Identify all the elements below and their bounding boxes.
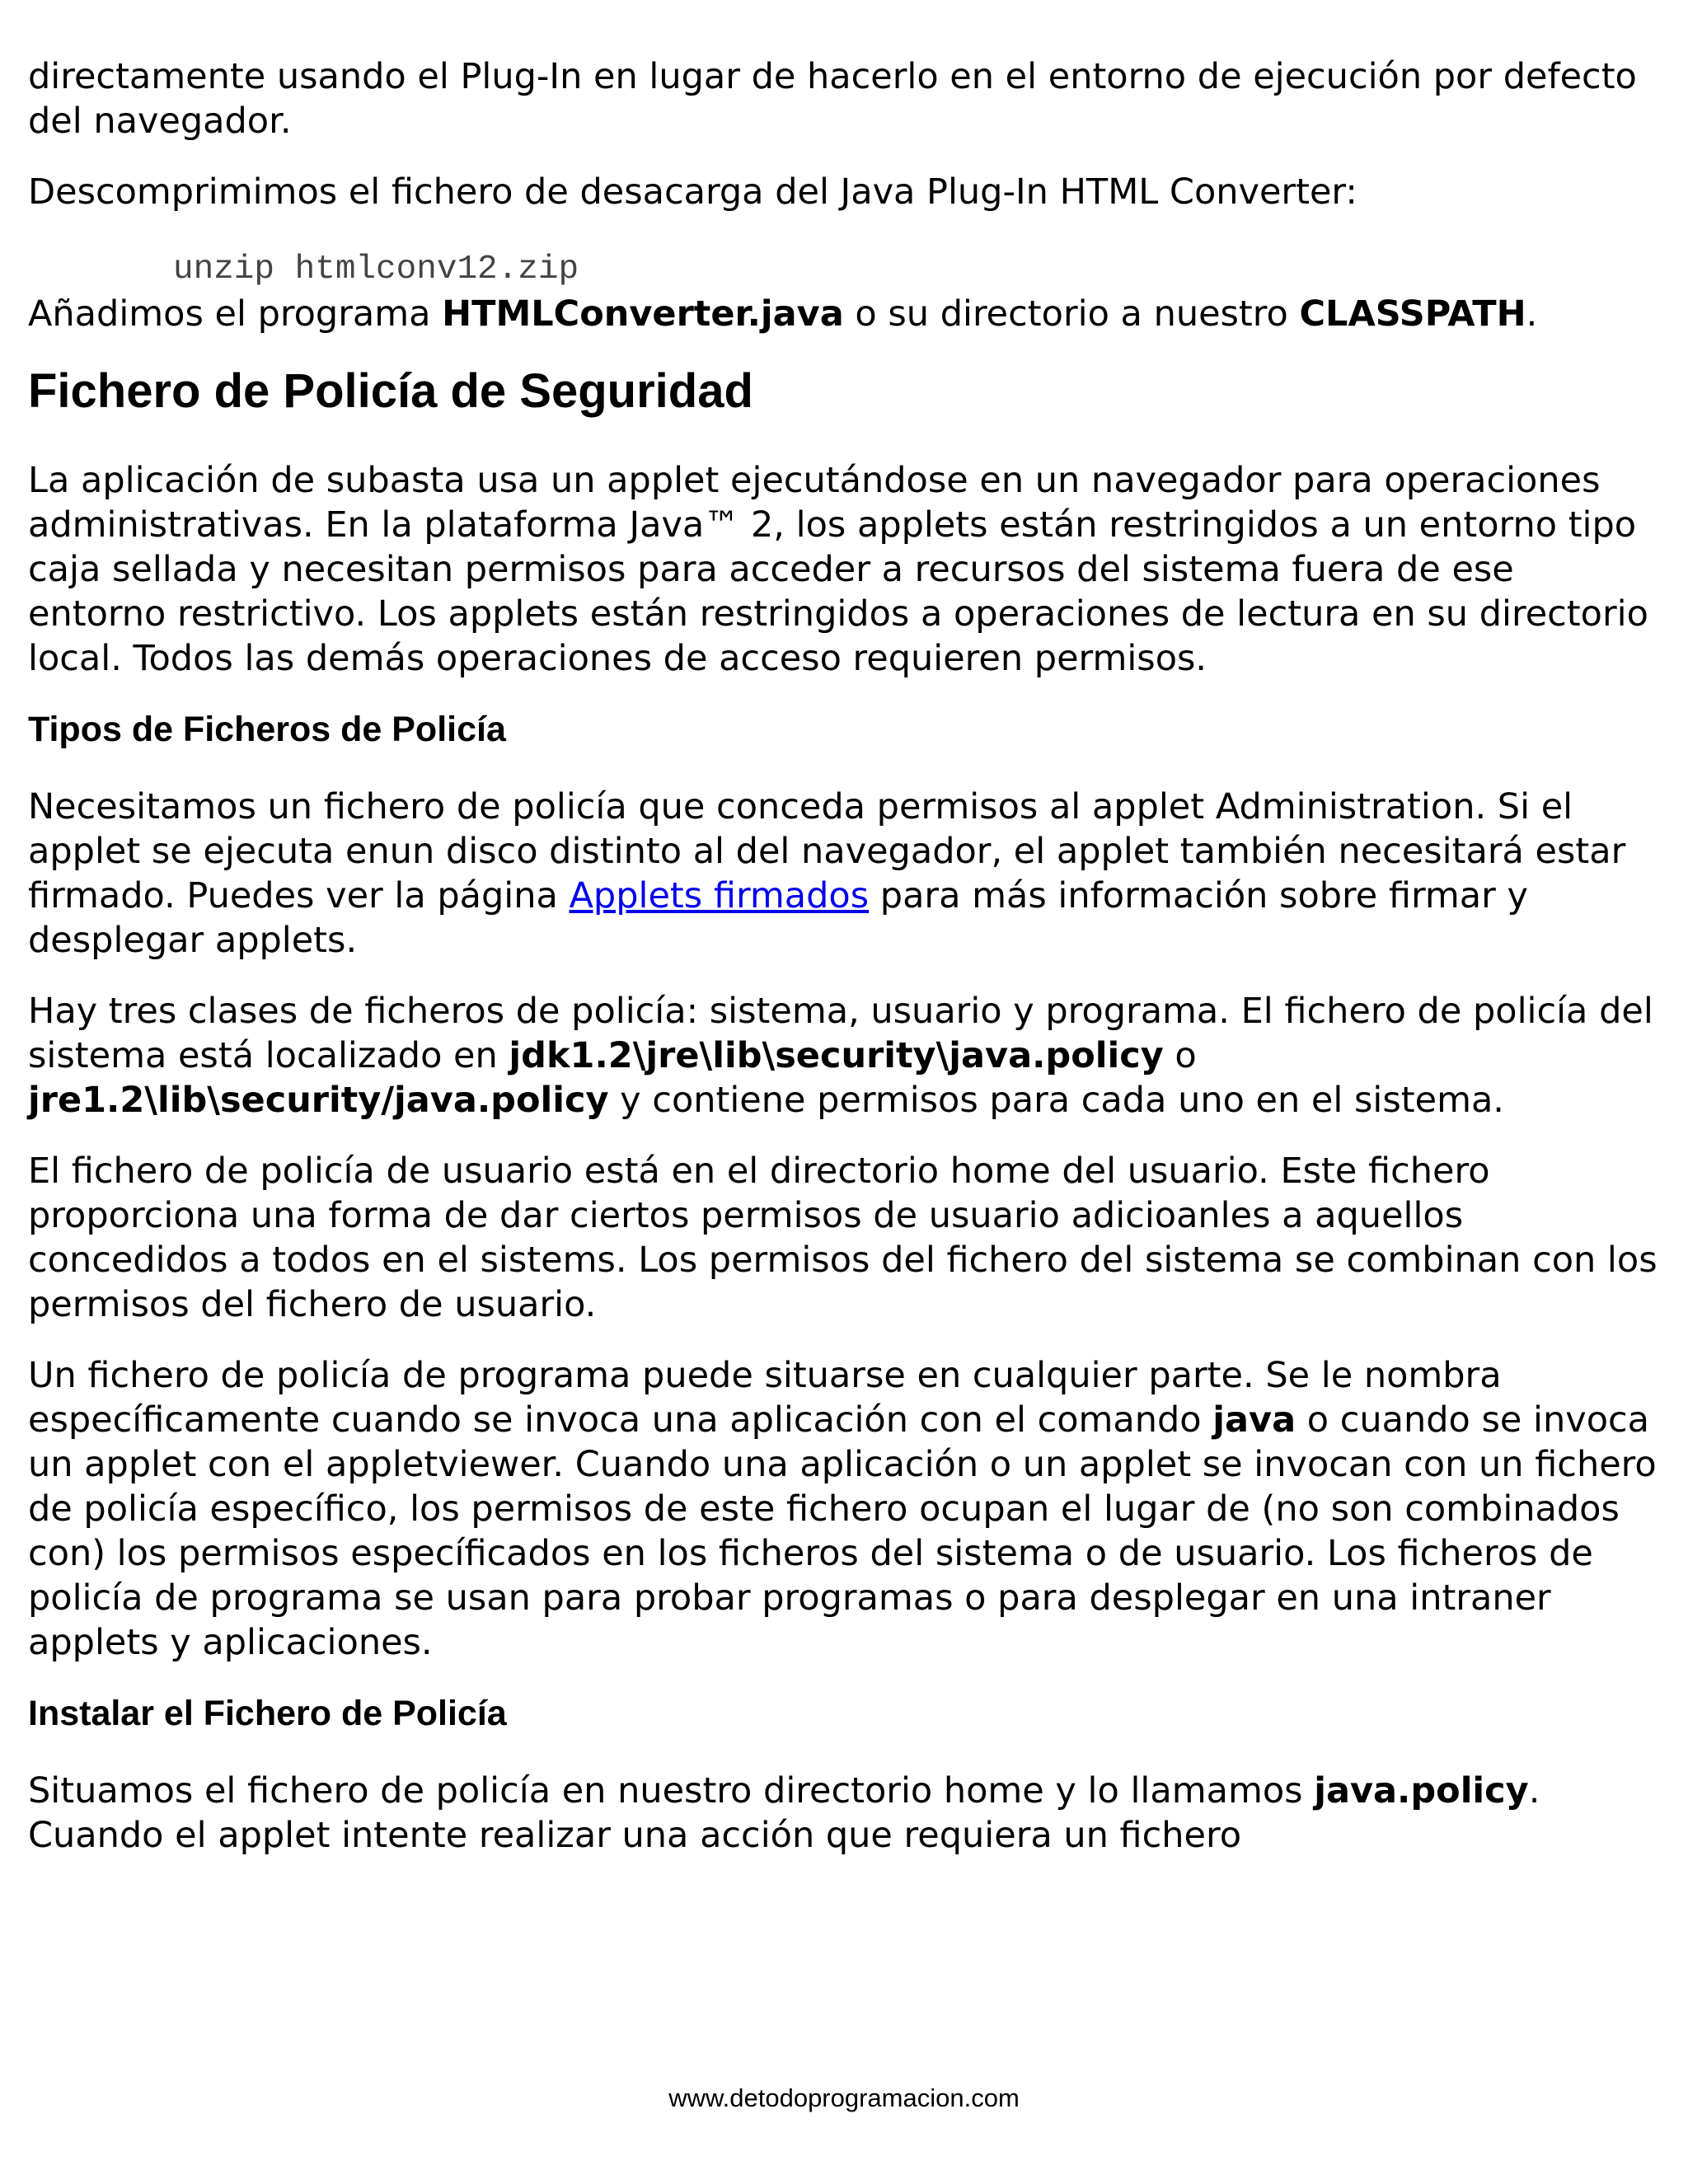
document-page (28, 54, 1660, 1884)
heading-policy-types: Tipos de Ficheros de Policía (28, 710, 506, 749)
classes-bold-jre-path: jre1.2\lib\security/java.policy (28, 1080, 609, 1121)
security-text: La aplicación de subasta usa un applet ejecutándose en un navegador para operaciones administrativas. En la plataforma Java™ 2, los applets están restringidos a un entorno tipo caja sellada y necesitan permisos para acceder a recursos del sistema fuera de ese entorno restrictivo. Los applets están restringidos a operaciones de lectura en su directorio local. Todos las demás operaciones de acceso requieren permisos. (28, 460, 1648, 679)
classpath-text-2: o su directorio a nuestro (843, 293, 1300, 335)
signed-applets-link[interactable]: Applets firmados (569, 875, 870, 916)
program-text-2: o cuando se invoca un applet con el appletviewer. Cuando una aplicación o un applet se invocan con un fichero de policía específico, los permisos de este fichero ocupan el lugar de (no son combinados con) los permisos específicados en los ficheros del sistema o de usuario. Los ficheros de policía de programa se usan para probar programas o para desplegar en una intraner applets y aplicaciones. (28, 1399, 1657, 1663)
types-text-1: Necesitamos un fichero de policía que conceda permisos al applet Administration. Si el applet se ejecuta enun disco distinto al del navegador, el applet también necesitará estar firmado. Puedes ver la página (28, 786, 1626, 916)
intro-paragraph (28, 54, 1660, 143)
program-policy-paragraph (28, 1353, 1660, 1665)
footer-url: www.detodoprogramacion.com (668, 2083, 1020, 2112)
heading-install-policy: Instalar el Fichero de Policía (28, 1694, 507, 1733)
classpath-bold-converter: HTMLConverter.java (442, 293, 844, 335)
types-paragraph (28, 785, 1660, 963)
classes-paragraph (28, 989, 1660, 1122)
classpath-text-3: . (1526, 293, 1538, 335)
unzip-text: Descomprimimos el fichero de desacarga del Java Plug-In HTML Converter: (28, 171, 1357, 213)
install-text-2: . Cuando el applet intente realizar una acción que requiera un fichero (28, 1770, 1540, 1856)
install-text-1: Situamos el fichero de policía en nuestro directorio home y lo llamamos (28, 1770, 1315, 1811)
program-bold-java: java (1212, 1399, 1296, 1441)
classpath-text-1: Añadimos el programa (28, 293, 443, 335)
classes-text-2: o (1163, 1035, 1197, 1076)
security-paragraph (28, 458, 1660, 681)
classes-bold-jdk-path: jdk1.2\jre\lib\security\java.policy (509, 1035, 1164, 1076)
intro-text: directamente usando el Plug-In en lugar de hacerlo en el entorno de ejecución por defecto del navegador. (28, 56, 1637, 142)
unzip-paragraph (28, 170, 1660, 214)
classes-text-3: y contiene permisos para cada uno en el sistema. (608, 1080, 1504, 1121)
types-text-2: para más información sobre firmar y desplegar applets. (28, 875, 1528, 961)
heading-security-policy: Fichero de Policía de Seguridad (28, 364, 753, 418)
unzip-command: unzip htmlconv12.zip (173, 251, 579, 288)
install-bold-java-policy: java.policy (1314, 1770, 1529, 1811)
classpath-paragraph (28, 292, 1660, 336)
install-paragraph (28, 1769, 1660, 1858)
user-policy-paragraph (28, 1149, 1660, 1327)
user-policy-text: El fichero de policía de usuario está en el directorio home del usuario. Este fichero proporciona una forma de dar ciertos permisos de usuario adicioanles a aquellos concedidos a todos en el sistems. Los permisos del fichero del sistema se combinan con los permisos del fichero de usuario. (28, 1151, 1658, 1325)
program-text-1: Un fichero de policía de programa puede situarse en cualquier parte. Se le nombra específicamente cuando se invoca una aplicación con el comando (28, 1355, 1502, 1441)
classes-text-1: Hay tres clases de ficheros de policía: sistema, usuario y programa. El fichero de policía del sistema está localizado en (28, 991, 1653, 1076)
classpath-bold-classpath: CLASSPATH (1299, 293, 1526, 335)
